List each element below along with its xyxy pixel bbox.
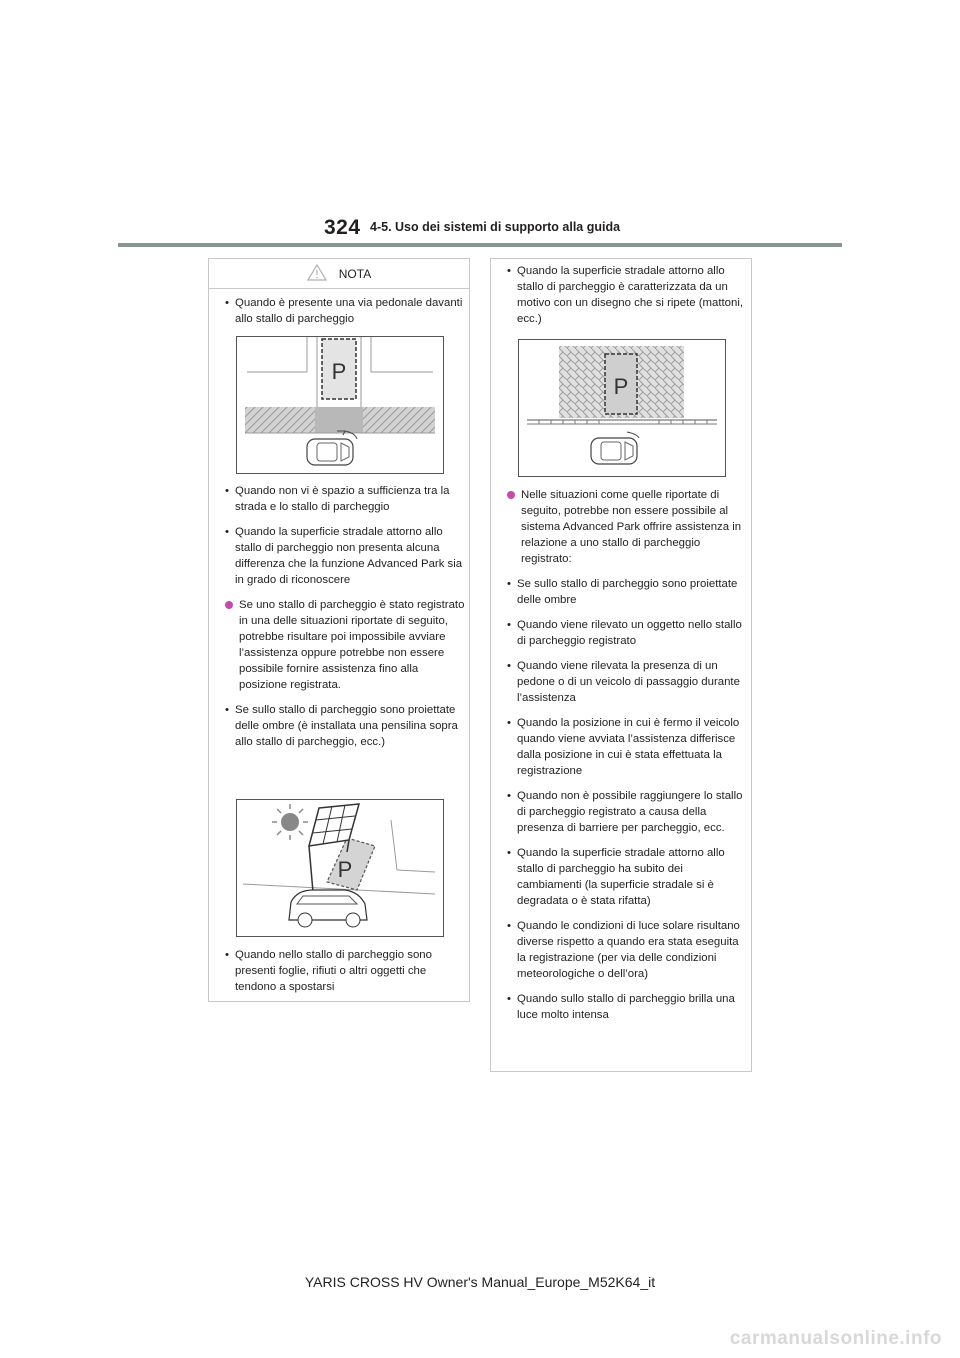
section-title: 4-5. Uso dei sistemi di supporto alla guida bbox=[370, 220, 621, 234]
note-box-continued bbox=[490, 258, 752, 1072]
list-item: • Quando nello stallo di parcheggio sono presenti foglie, rifiuti o altri oggetti che tendono a spostarsi bbox=[225, 947, 465, 995]
list-item: • Se sullo stallo di parcheggio sono proiettate delle ombre (è installata una pensilina sopra allo stallo di parcheggio, ecc.) bbox=[225, 702, 465, 750]
footer-text: YARIS CROSS HV Owner's Manual_Europe_M52K64_it bbox=[304, 1274, 656, 1290]
list-item: Se uno stallo di parcheggio è stato registrato in una delle situazioni riportate di seguito, potrebbe risultare poi impossibile avviare l’assistenza oppure potrebbe non essere possibile fornire assistenza fino alla posizione registrata. bbox=[225, 597, 465, 693]
parking-p-label: P bbox=[613, 374, 629, 399]
site-watermark: carmanualsonline.info bbox=[729, 1328, 942, 1349]
parking-p-label: P bbox=[337, 857, 353, 882]
page-number: 324 bbox=[324, 216, 361, 239]
header-rule bbox=[118, 243, 842, 247]
figure-brick-pattern bbox=[518, 339, 726, 477]
list-item: • Quando viene rilevato un oggetto nello stallo di parcheggio registrato bbox=[507, 617, 747, 649]
list-item: • Quando la superficie stradale attorno allo stallo di parcheggio ha subito dei cambiamenti (la superficie stradale si è degradata o è stata rifatta) bbox=[507, 845, 747, 909]
list-item: • Quando le condizioni di luce solare risultano diverse rispetto a quando era stata eseguita la registrazione (per via delle condizioni meteorologiche o dell’ora) bbox=[507, 918, 747, 982]
figure-shadow-canopy bbox=[236, 799, 444, 937]
list-item: • Se sullo stallo di parcheggio sono proiettate delle ombre bbox=[507, 576, 747, 608]
sun-icon bbox=[272, 804, 308, 840]
note-box bbox=[208, 258, 470, 1002]
car-icon bbox=[289, 890, 367, 927]
list-item: • Quando la superficie stradale attorno allo stallo di parcheggio è caratterizzata da un motivo con un disegno che si ripete (mattoni, ecc.) bbox=[507, 263, 747, 327]
list-item: • Quando la superficie stradale attorno allo stallo di parcheggio non presenta alcuna differenza che la funzione Advanced Park sia in grado di riconoscere bbox=[225, 524, 465, 588]
list-item: • Quando la posizione in cui è fermo il veicolo quando viene avviata l’assistenza differisce dalla posizione in cui è stata effettuata la registrazione bbox=[507, 715, 747, 779]
car-icon bbox=[307, 439, 353, 465]
car-icon bbox=[591, 438, 637, 464]
list-item: • Quando è presente una via pedonale davanti allo stallo di parcheggio bbox=[225, 295, 465, 327]
list-item: • Quando sullo stallo di parcheggio brilla una luce molto intensa bbox=[507, 991, 747, 1023]
parking-p-label: P bbox=[331, 359, 347, 384]
list-item: Nelle situazioni come quelle riportate di seguito, potrebbe non essere possibile al sistema Advanced Park offrire assistenza in relazione a uno stallo di parcheggio registrato: bbox=[507, 487, 747, 567]
note-title: NOTA bbox=[338, 266, 372, 281]
list-item: • Quando non vi è spazio a sufficienza tra la strada e lo stallo di parcheggio bbox=[225, 483, 465, 515]
list-item: • Quando non è possibile raggiungere lo stallo di parcheggio registrato a causa della presenza di barriere per parcheggio, ecc. bbox=[507, 788, 747, 836]
figure-pedestrian-path bbox=[236, 336, 444, 474]
note-header bbox=[209, 259, 469, 289]
warning-triangle-icon bbox=[307, 264, 327, 284]
list-item: • Quando viene rilevata la presenza di un pedone o di un veicolo di passaggio durante l’assistenza bbox=[507, 658, 747, 706]
